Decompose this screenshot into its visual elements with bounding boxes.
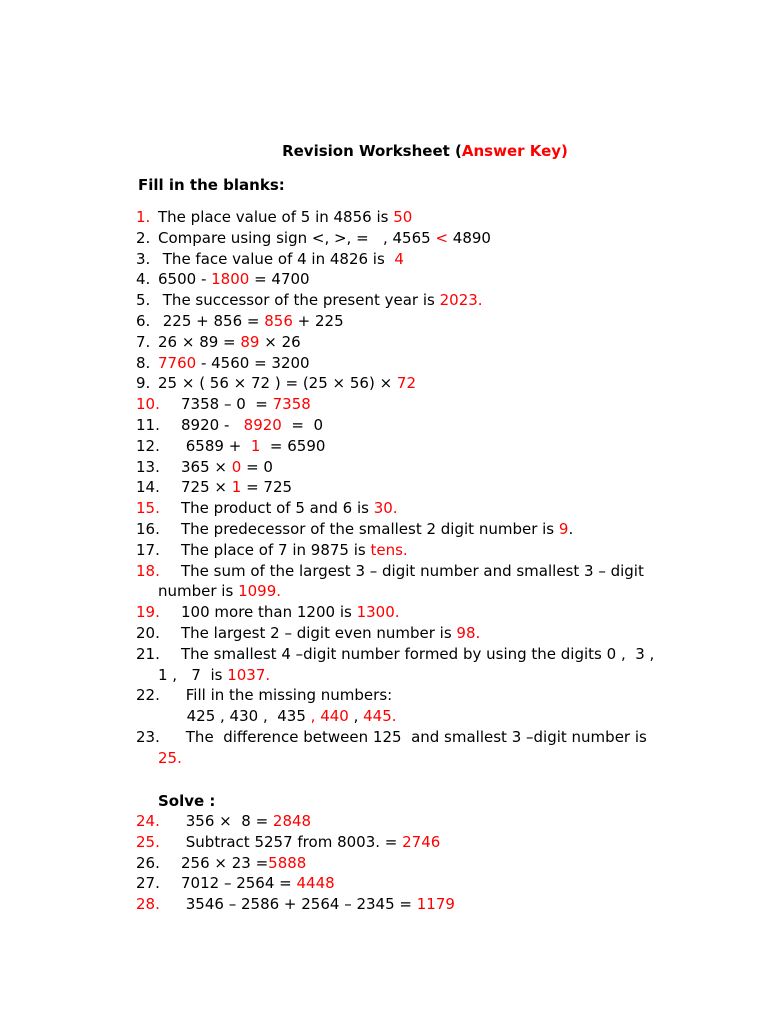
- question-content: [181, 498, 398, 519]
- question-text: - 4560 = 3200: [196, 353, 310, 372]
- question-number: 26.: [136, 853, 160, 872]
- fill-in-heading: Fill in the blanks:: [138, 176, 285, 194]
- question-text: = 725: [241, 478, 293, 497]
- answer-text: 0: [231, 457, 242, 476]
- question-text: = 6590: [260, 436, 326, 455]
- question-number: 4.: [136, 270, 151, 289]
- question-content: [181, 436, 325, 457]
- question-number: 19.: [136, 603, 160, 622]
- question-text: 7358 – 0 =: [181, 395, 273, 414]
- question-number: 27.: [136, 874, 160, 893]
- answer-text: 4448: [296, 874, 335, 893]
- question-content: [181, 644, 654, 665]
- question-number: 1.: [136, 208, 151, 226]
- question-content: [158, 207, 412, 228]
- question-item: [136, 853, 696, 874]
- question-text: 3546 – 2586 + 2564 – 2345 =: [181, 895, 417, 914]
- question-content: [181, 540, 408, 561]
- question-text: 25 × ( 56 × 72 ) = (25 × 56) ×: [158, 374, 397, 393]
- answer-text: 50: [393, 208, 413, 226]
- answer-text: 1300.: [356, 603, 400, 622]
- answer-text: 2746: [402, 832, 441, 851]
- question-text: Compare using sign <, >, = , 4565: [158, 228, 436, 247]
- question-text: The smallest 4 –digit number formed by using the digits 0 , 3 ,: [181, 644, 655, 663]
- question-item: [136, 644, 696, 686]
- question-item: [136, 873, 696, 894]
- question-content: [158, 228, 491, 249]
- question-item: [136, 623, 696, 644]
- page-title: [0, 142, 768, 160]
- answer-text: 5888: [268, 853, 307, 872]
- question-number: 3.: [136, 249, 151, 268]
- question-text: Fill in the missing numbers:: [181, 686, 393, 705]
- answer-text: 30.: [373, 499, 398, 518]
- question-text: = 4700: [249, 270, 310, 289]
- question-item: [136, 685, 696, 727]
- answer-text: 1800: [211, 270, 250, 289]
- question-number: 9.: [136, 374, 151, 393]
- question-text: 6589 +: [181, 436, 251, 455]
- question-content: [158, 332, 301, 353]
- question-item: [136, 436, 696, 457]
- answer-text: 89: [240, 332, 260, 351]
- question-number: 8.: [136, 353, 151, 372]
- question-number: 18.: [136, 561, 160, 580]
- question-text: 725 ×: [181, 478, 232, 497]
- question-text: = 0: [241, 457, 273, 476]
- question-item: [136, 311, 696, 332]
- question-content: [181, 873, 335, 894]
- question-number: 12.: [136, 436, 160, 455]
- question-content: [158, 353, 310, 374]
- question-number: 21.: [136, 644, 160, 663]
- question-number: 20.: [136, 623, 160, 642]
- question-text: 256 × 23 =: [181, 853, 269, 872]
- question-content: [181, 832, 440, 853]
- question-item: [136, 457, 696, 478]
- question-item: [136, 269, 696, 290]
- title-answer-key: Answer Key): [461, 142, 568, 160]
- question-item: [136, 228, 696, 249]
- question-content: [181, 727, 647, 748]
- fill-in-list: [136, 207, 696, 769]
- question-number: 24.: [136, 812, 160, 830]
- question-item: [136, 602, 696, 623]
- question-content: [181, 894, 455, 915]
- question-number: 2.: [136, 228, 151, 247]
- question-text: .: [568, 519, 574, 538]
- question-number: 14.: [136, 478, 160, 497]
- question-content: [181, 477, 292, 498]
- question-item: [136, 477, 696, 498]
- answer-text: 7760: [158, 353, 197, 372]
- question-content: [158, 373, 416, 394]
- question-text: The successor of the present year is: [158, 291, 440, 310]
- answer-text: 98.: [456, 623, 481, 642]
- question-content: [181, 415, 323, 436]
- question-text: number is: [158, 582, 239, 601]
- answer-text: 1179: [416, 895, 455, 914]
- question-number: 16.: [136, 519, 160, 538]
- question-content: [158, 249, 404, 270]
- question-text: The sum of the largest 3 – digit number and smallest 3 – digit: [181, 561, 644, 580]
- question-item: [136, 519, 696, 540]
- title-text: Revision Worksheet (: [282, 142, 462, 160]
- answer-text: 72: [396, 374, 416, 393]
- answer-text: , 440: [310, 707, 349, 726]
- question-text: 7012 – 2564 =: [181, 874, 297, 893]
- question-number: 7.: [136, 332, 151, 351]
- question-number: 6.: [136, 311, 151, 330]
- question-item: [136, 727, 696, 769]
- question-number: 15.: [136, 499, 160, 518]
- question-text: 26 × 89 =: [158, 332, 241, 351]
- question-continuation: [158, 748, 182, 769]
- question-continuation: [158, 706, 397, 727]
- answer-text: 1: [250, 436, 261, 455]
- question-text: The place of 7 in 9875 is: [181, 540, 371, 559]
- answer-text: 9: [558, 519, 569, 538]
- question-number: 22.: [136, 686, 160, 705]
- question-item: [136, 561, 696, 603]
- question-text: Subtract 5257 from 8003. =: [181, 832, 403, 851]
- question-text: The face value of 4 in 4826 is: [158, 249, 395, 268]
- question-text: 4890: [448, 228, 491, 247]
- question-number: 17.: [136, 540, 160, 559]
- question-item: [136, 290, 696, 311]
- question-content: [181, 561, 644, 582]
- question-number: 5.: [136, 291, 151, 310]
- answer-text: 1: [231, 478, 242, 497]
- question-text: 8920 -: [181, 415, 244, 434]
- question-item: [136, 498, 696, 519]
- question-content: [181, 602, 400, 623]
- question-content: [181, 685, 392, 706]
- question-number: 28.: [136, 895, 160, 914]
- question-text: 425 , 430 , 435: [158, 707, 311, 726]
- question-item: [136, 207, 696, 228]
- answer-text: 2848: [272, 812, 312, 830]
- question-content: [181, 811, 311, 832]
- solve-list: [136, 811, 696, 915]
- answer-text: 445.: [363, 707, 397, 726]
- question-number: 25.: [136, 832, 160, 851]
- answer-text: 1037.: [227, 665, 271, 684]
- question-text: 225 + 856 =: [158, 311, 265, 330]
- question-text: The difference between 125 and smallest 3 –digit number is: [181, 727, 647, 746]
- question-item: [136, 811, 696, 832]
- question-text: The product of 5 and 6 is: [181, 499, 374, 518]
- question-content: [181, 853, 306, 874]
- answer-text: 25.: [158, 748, 182, 767]
- question-content: [158, 311, 344, 332]
- question-item: [136, 332, 696, 353]
- answer-text: <: [435, 228, 449, 247]
- question-text: 365 ×: [181, 457, 232, 476]
- question-item: [136, 353, 696, 374]
- question-item: [136, 832, 696, 853]
- answer-text: 7358: [272, 395, 311, 414]
- question-text: The predecessor of the smallest 2 digit number is: [181, 519, 559, 538]
- question-content: [181, 623, 480, 644]
- question-text: ,: [348, 707, 364, 726]
- question-text: 6500 -: [158, 270, 212, 289]
- question-continuation: [158, 581, 281, 602]
- answer-text: tens.: [370, 540, 408, 559]
- question-text: The place value of 5 in 4856 is: [158, 208, 394, 226]
- question-number: 13.: [136, 457, 160, 476]
- question-content: [158, 290, 483, 311]
- question-number: 11.: [136, 415, 160, 434]
- answer-text: 4: [394, 249, 404, 268]
- question-text: = 0: [281, 415, 324, 434]
- question-text: + 225: [292, 311, 344, 330]
- question-number: 10.: [136, 395, 160, 414]
- question-text: 356 × 8 =: [181, 812, 273, 830]
- question-item: [136, 415, 696, 436]
- question-number: 23.: [136, 727, 160, 746]
- answer-text: 1099.: [238, 582, 282, 601]
- answer-text: 856: [264, 311, 293, 330]
- question-content: [158, 269, 310, 290]
- answer-text: 8920: [243, 415, 282, 434]
- question-content: [181, 394, 311, 415]
- question-text: 100 more than 1200 is: [181, 603, 357, 622]
- question-content: [181, 519, 573, 540]
- question-text: × 26: [259, 332, 301, 351]
- answer-text: 2023.: [439, 291, 483, 310]
- question-text: The largest 2 – digit even number is: [181, 623, 457, 642]
- question-item: [136, 249, 696, 270]
- question-content: [181, 457, 273, 478]
- question-continuation: [158, 665, 270, 686]
- question-item: [136, 373, 696, 394]
- question-text: 1 , 7 is: [158, 665, 228, 684]
- question-item: [136, 894, 696, 915]
- solve-heading: Solve :: [158, 792, 216, 810]
- question-item: [136, 540, 696, 561]
- question-item: [136, 394, 696, 415]
